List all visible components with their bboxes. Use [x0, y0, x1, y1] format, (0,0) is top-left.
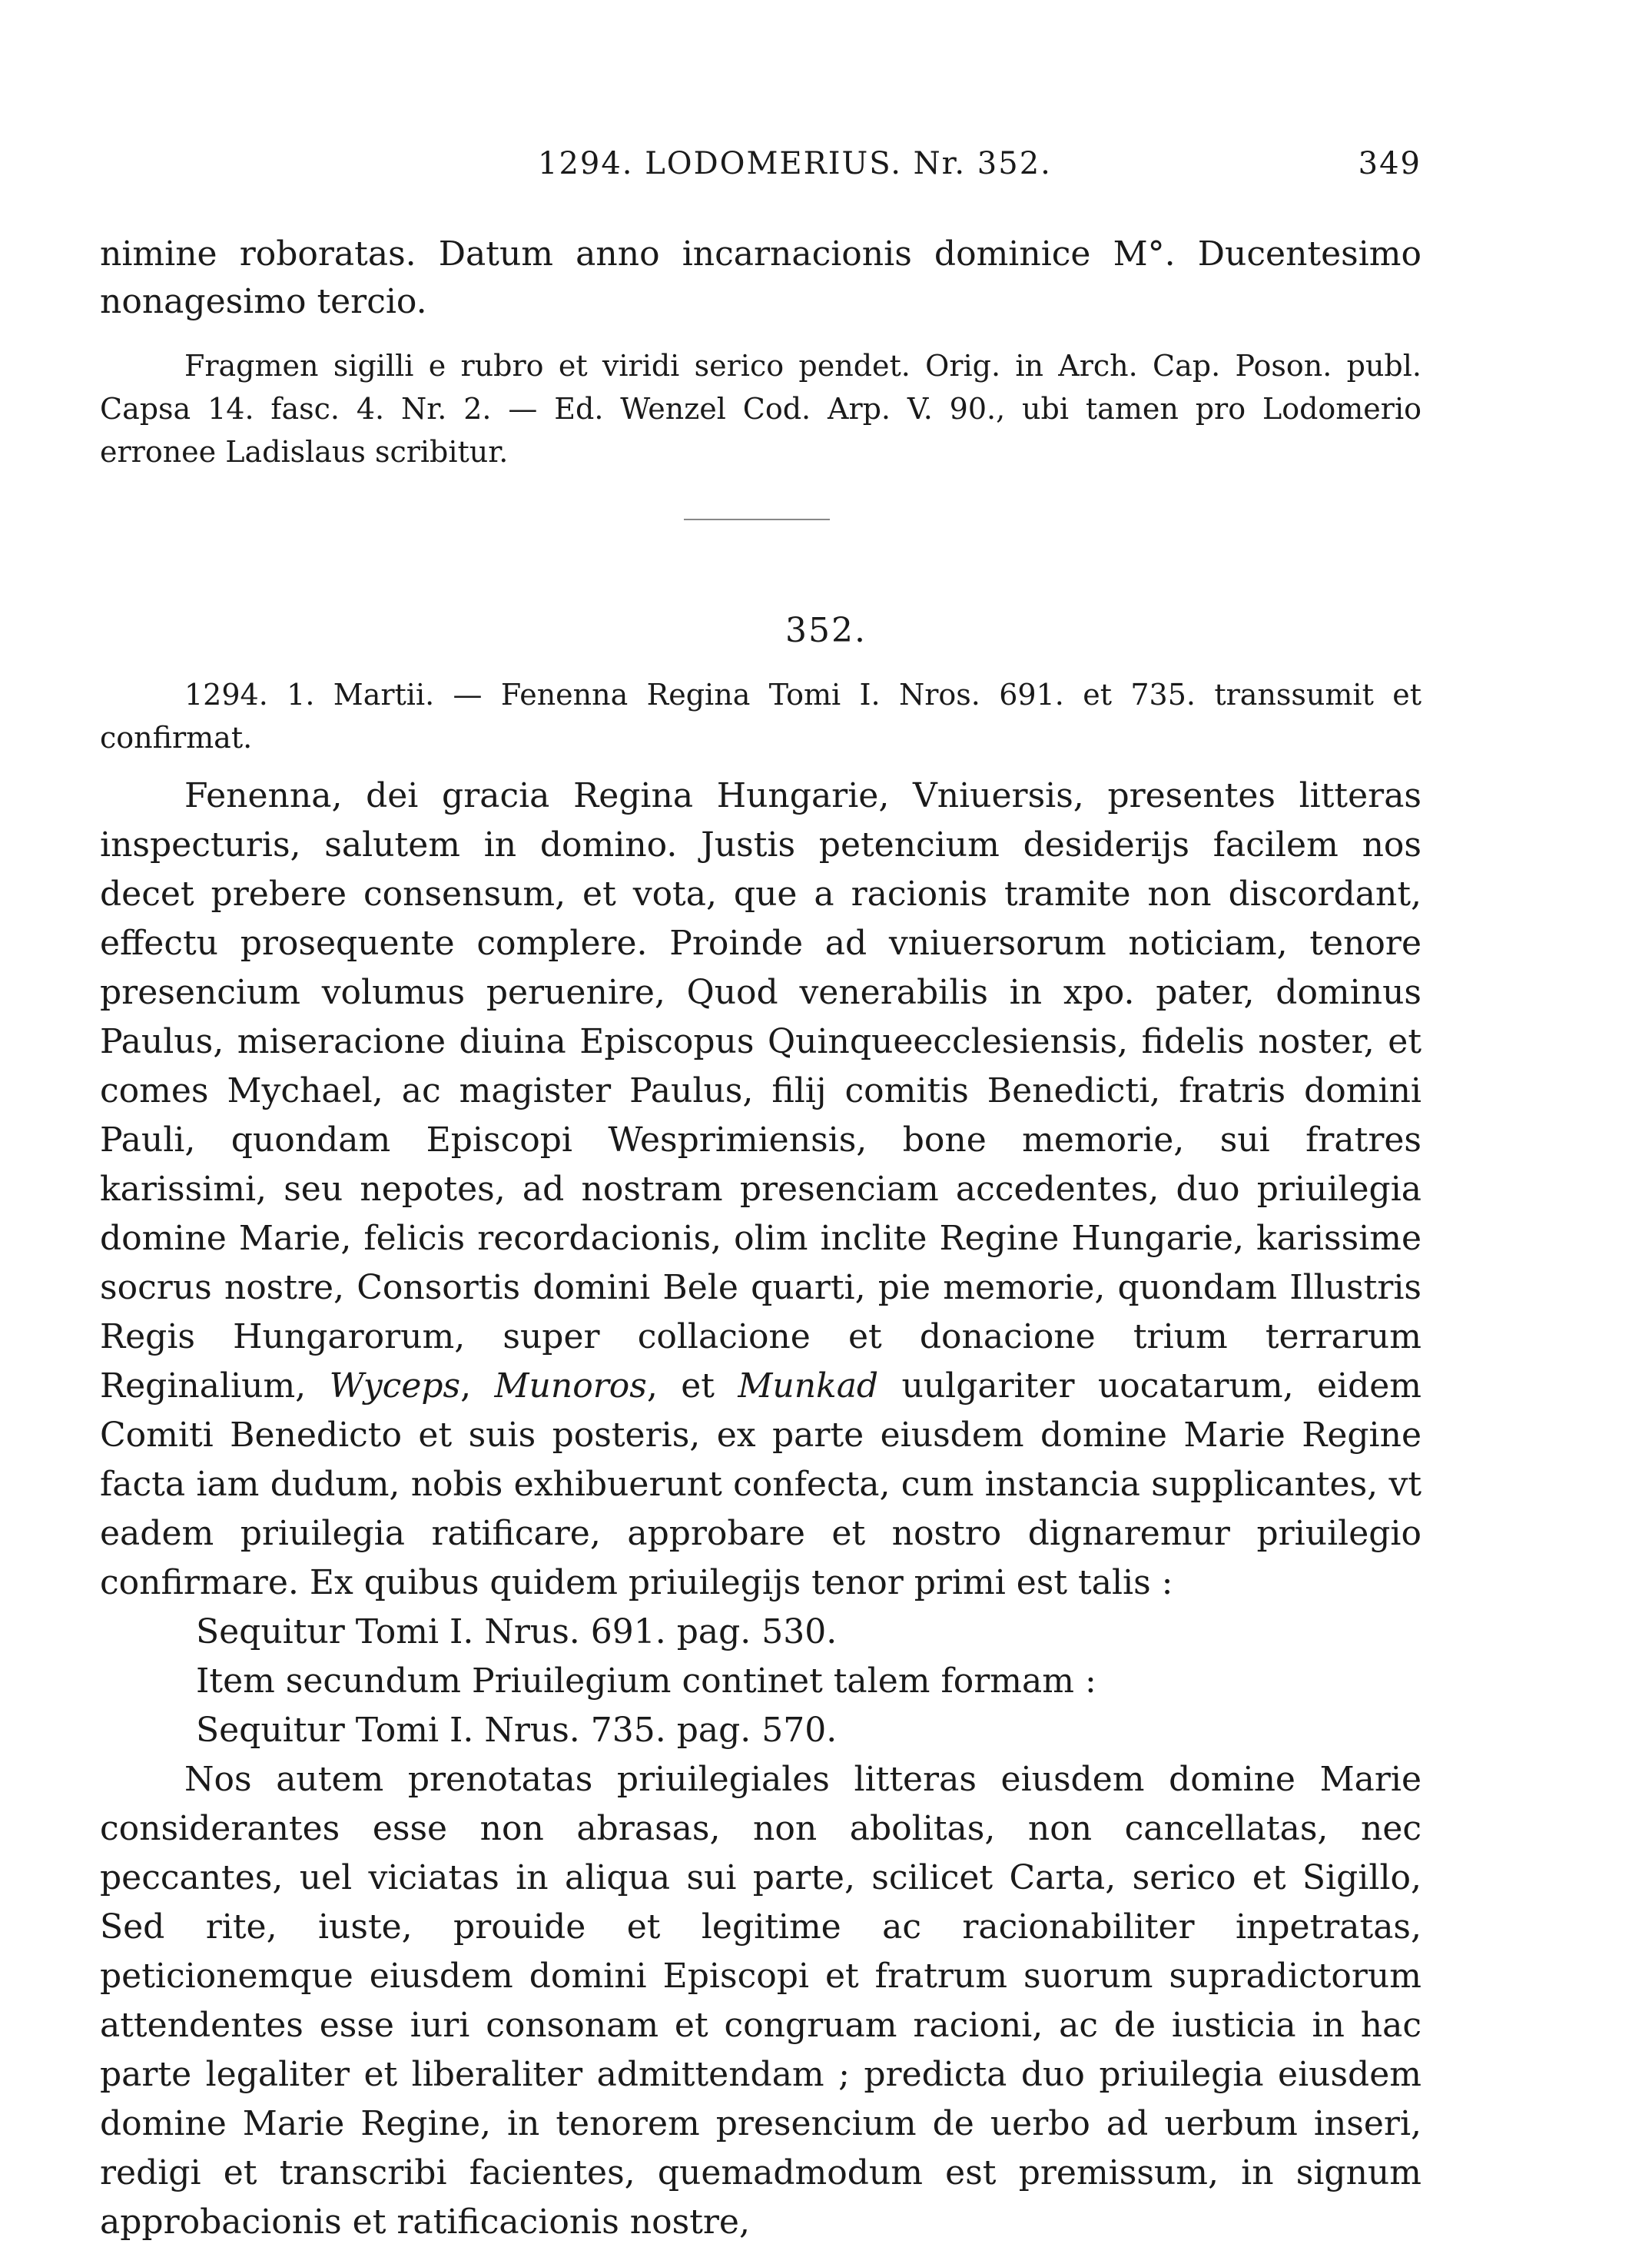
regest [100, 673, 1421, 759]
source-note [100, 344, 1421, 473]
document-number: 352. [785, 611, 867, 650]
place-name-munkad: Munkad [738, 1366, 879, 1406]
body-paragraph-1 [100, 772, 1421, 1608]
regest-paragraph: 1294. 1. Martii. — Fenenna Regina Tomi I. Nros. 691. et 735. transsumit et confirmat. [100, 678, 1421, 755]
source-note-paragraph: Fragmen sigilli e rubro et viridi serico pendet. Orig. in Arch. Cap. Poson. publ. Capsa 14. fasc. 4. Nr. 2. — Ed. Wenzel Cod. Arp. V. 90., ubi tamen pro Lodomerio erronee Ladislaus scribitur. [100, 349, 1421, 469]
place-name-munoros: Munoros [494, 1366, 647, 1406]
body-text-1b: uulgariter uocatarum, eidem Comiti Benedicto et suis posteris, ex parte eiusdem domine Marie Regine facta iam dudum, nobis exhibuerunt confecta, cum instancia supplicantes, vt eadem priuilegia ratificare, approbare et nostro dignaremur priuilegio confirmare. Ex quibus quidem priuilegijs tenor primi est talis : [100, 1366, 1421, 1602]
sequitur-line-1: Sequitur Tomi I. Nrus. 691. pag. 530. [196, 1612, 838, 1651]
continuation-paragraph: nimine roboratas. Datum anno incarnacionis dominice M°. Ducentesimo nonagesimo tercio. [100, 234, 1421, 321]
document-body [100, 772, 1421, 2247]
separator-1: , [460, 1366, 472, 1406]
sequitur-line-3: Sequitur Tomi I. Nrus. 735. pag. 570. [196, 1711, 838, 1750]
continuation-text [100, 231, 1421, 326]
sequitur-line-2: Item secundum Priuilegium continet talem formam : [196, 1661, 1096, 1701]
section-divider [684, 519, 830, 520]
header-title: 1294. LODOMERIUS. Nr. 352. [538, 146, 1052, 181]
body-text-1a: Fenenna, dei gracia Regina Hungarie, Vniuersis, presentes litteras inspecturis, salutem in domino. Justis petencium desiderijs facilem nos decet prebere consensum, et vota, que a racionis tramite non discordant, effectu prosequente complere. Proinde ad vniuersorum noticiam, tenore presencium volumus peruenire, Quod venerabilis in xpo. pater, dominus Paulus, miseracione diuina Episcopus Quinqueecclesiensis, fidelis noster, et comes Mychael, ac magister Paulus, filij comitis Benedicti, fratris domini Pauli, quondam Episcopi Wesprimiensis, bone memorie, sui fratres karissimi, seu nepotes, ad nostram presenciam accedentes, duo priuilegia domine Marie, felicis recordacionis, olim inclite Regine Hungarie, karissime socrus nostre, Consortis domini Bele quarti, pie memorie, quondam Illustris Regis Hungarorum, super collacione et donacione trium terrarum Reginalium, [100, 776, 1421, 1406]
running-header [100, 146, 1421, 192]
page-number: 349 [1358, 146, 1421, 181]
body-paragraph-2: Nos autem prenotatas priuilegiales litteras eiusdem domine Marie considerantes esse non abrasas, non abolitas, non cancellatas, nec peccantes, uel viciatas in aliqua sui parte, scilicet Carta, serico et Sigillo, Sed rite, iuste, prouide et legitime ac racionabiliter inpetratas, peticionemque eiusdem domini Episcopi et fratrum suorum supradictorum attendentes esse iuri consonam et congruam racioni, ac de iusticia in hac parte legaliter et liberaliter admittendam ; predicta duo priuilegia eiusdem domine Marie Regine, in tenorem presencium de uerbo ad uerbum inseri, redigi et transcribi facientes, quemadmodum est premissum, in signum approbacionis et ratificacionis nostre, [100, 1760, 1421, 2242]
place-name-wyceps: Wyceps [329, 1366, 461, 1406]
separator-2: , et [646, 1366, 715, 1406]
